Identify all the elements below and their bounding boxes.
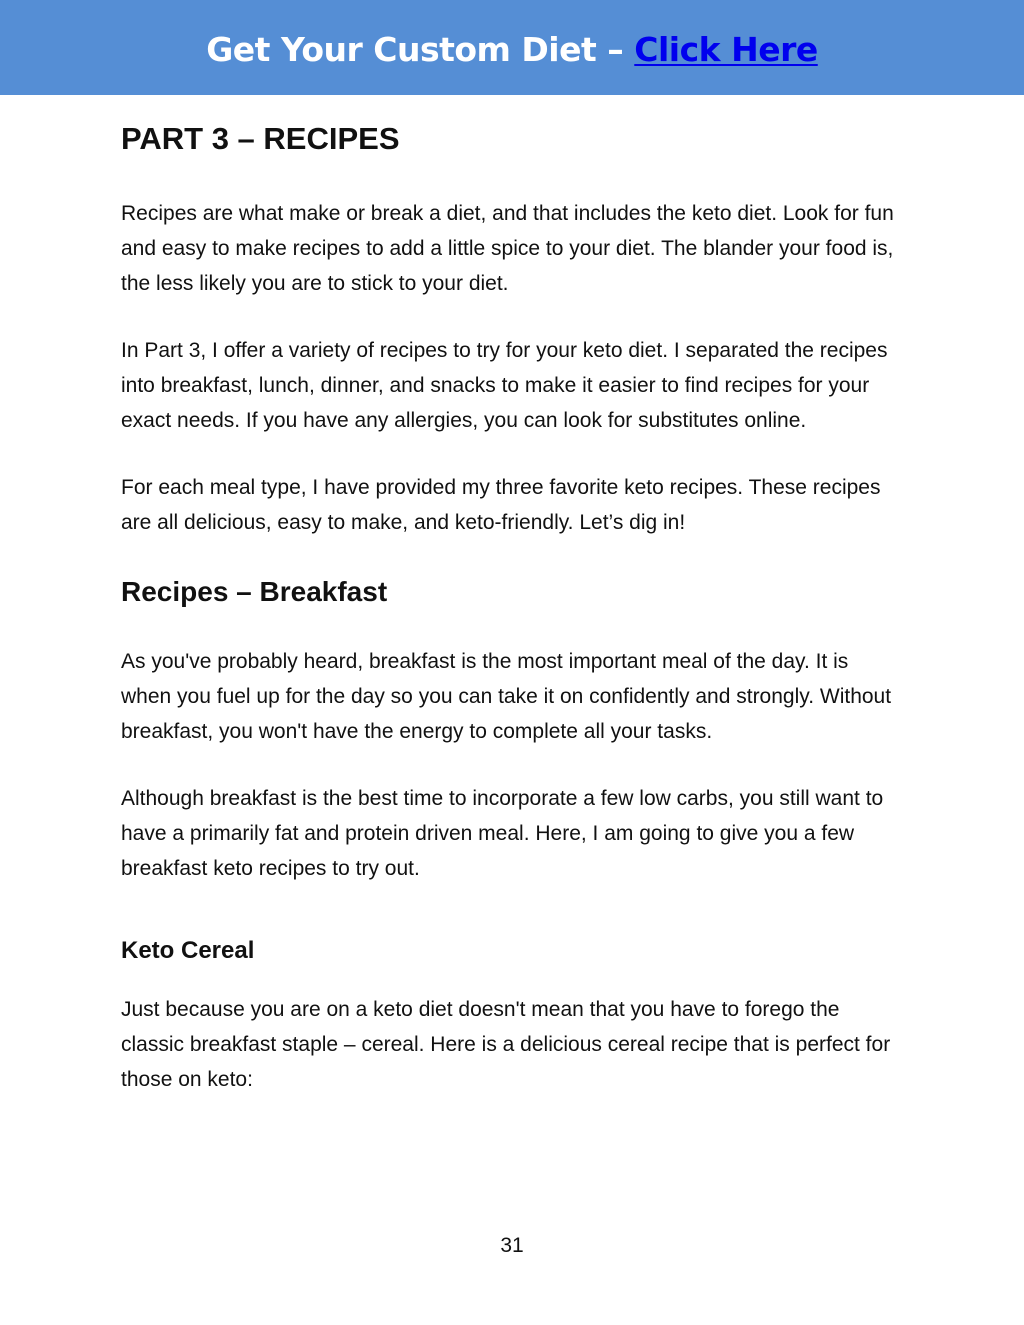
banner-text: Get Your Custom Diet – [206,30,635,69]
section-paragraph: Although breakfast is the best time to incorporate a few low carbs, you still want to have a primarily fat and protein driven meal. Here, I am going to give you a few breakfast keto recipes to try out. [121,787,884,880]
intro-paragraph: Recipes are what make or break a diet, and that includes the keto diet. Look for fun and easy to make recipes to add a little spice to your diet. The blander your food is, the less likely you are to stick to your diet. [121,202,894,295]
section-paragraph: As you've probably heard, breakfast is the most important meal of the day. It is when you fuel up for the day so you can take it on confidently and strongly. Without breakfast, you won't have the energy to complete all your tasks. [121,650,892,743]
recipe-paragraph: Just because you are on a keto diet doesn't mean that you have to forego the classic breakfast staple – cereal. Here is a delicious cereal recipe that is perfect for those on keto: [121,998,891,1091]
banner-headline [206,30,818,69]
page-number: 31 [500,1234,524,1257]
intro-paragraph: For each meal type, I have provided my three favorite keto recipes. These recipes are all delicious, easy to make, and keto-friendly. Let’s dig in! [121,476,881,534]
page-content [121,118,901,1097]
promo-banner [0,0,1024,95]
section-title: Recipes – Breakfast [121,576,388,607]
part-title: PART 3 – RECIPES [121,121,400,156]
recipe-title: Keto Cereal [121,937,255,964]
intro-paragraph: In Part 3, I offer a variety of recipes to try for your keto diet. I separated the recipes into breakfast, lunch, dinner, and snacks to make it easier to find recipes for your exact needs. If you have any allergies, you can look for substitutes online. [121,339,888,432]
click-here-link[interactable]: Click Here [634,30,818,69]
